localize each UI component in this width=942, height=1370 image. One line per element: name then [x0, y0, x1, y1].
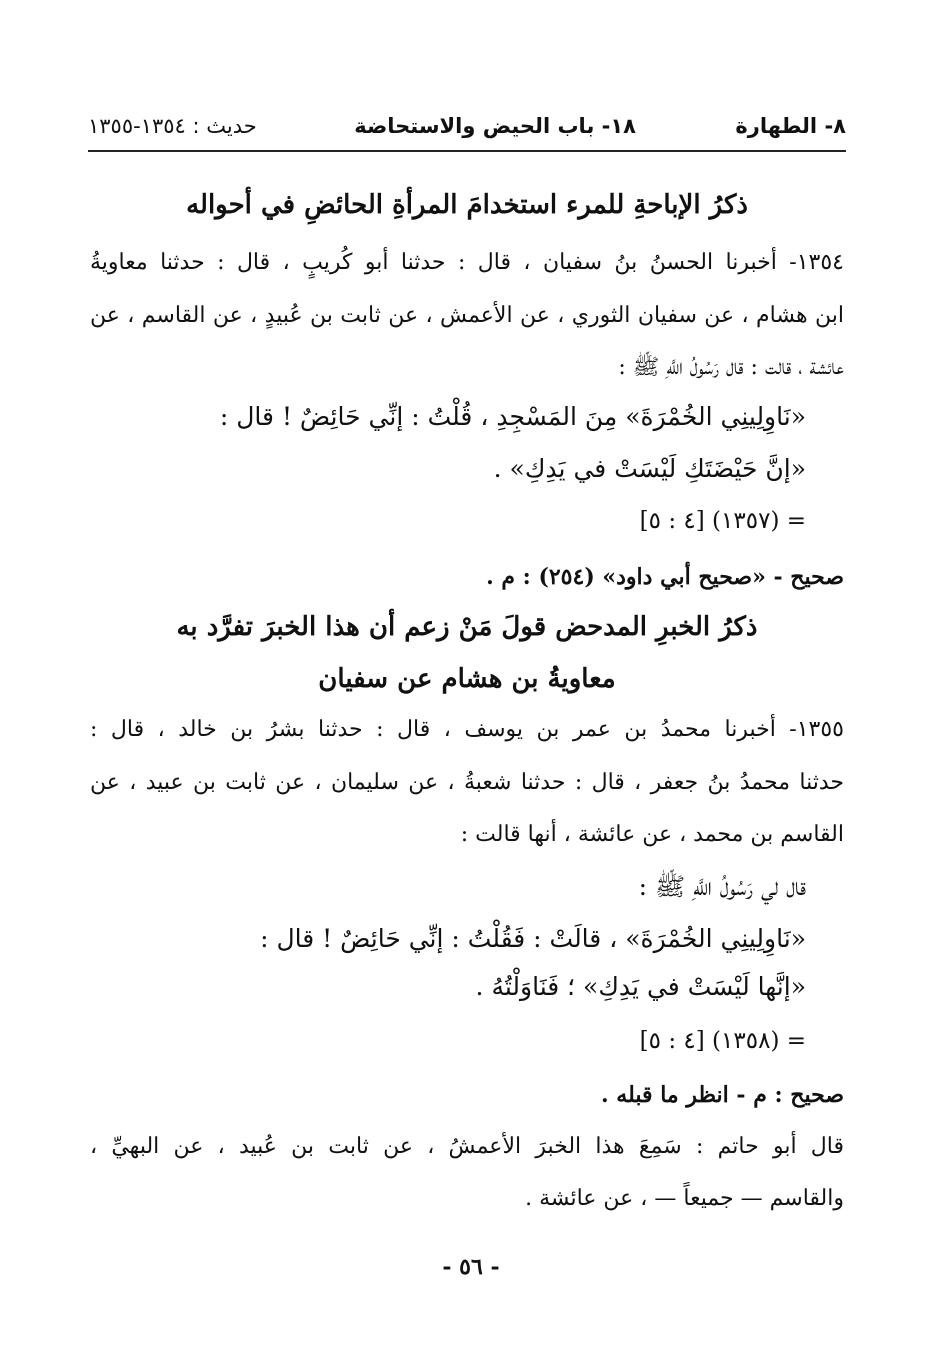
hadith-1355-cross-ref: = (١٣٥٨) [٤ : ٥] [639, 1028, 806, 1054]
hadith-1355-quote-2: «نَاوِلِينِي الخُمْرَةَ» ، قالَتْ : فَقُلْتُ : إنِّي حَائِضٌ ! قال : [260, 924, 806, 953]
hadith-1355-line-3: القاسم بن محمد ، عن عائشة ، أنها قالت : [460, 822, 844, 847]
hadith-1355-grading: صحيح : م - انظر ما قبله . [600, 1082, 844, 1108]
abu-hatim-comment-line-2: والقاسم — جميعاً — ، عن عائشة . [525, 1186, 844, 1211]
abu-hatim-comment-line-1: قال أبو حاتم : سَمِعَ هذا الخبرَ الأعمشُ ، عن ثابت بن عُبيد ، عن البهيِّ ، [90, 1134, 844, 1159]
hadith-1355-quote-3: «إنَّها لَيْسَتْ في يَدِكِ» ؛ فَنَاوَلْتُهُ . [475, 972, 806, 1001]
chapter-title: ١٨- باب الحيض والاستحاضة [354, 114, 636, 138]
hadith-1354-line-2: ابن هشام ، عن سفيان الثوري ، عن الأعمش ، عن ثابت بن عُبيدٍ ، عن القاسم ، عن [90, 303, 844, 328]
hadith-1355-quote-1: قال لي رَسُولُ اللَّهِ ﷺ : [638, 872, 806, 901]
hadith-1355-line-2: حدثنا محمدُ بنُ جعفر ، قال : حدثنا شعبةُ ، عن سليمان ، عن ثابت بن عبيد ، عن [90, 770, 844, 795]
page-number: - ٥٦ - [442, 1254, 500, 1280]
section2-heading-line-2: معاويةُ بن هشام عن سفيان [318, 664, 616, 694]
section1-heading: ذكرُ الإباحةِ للمرء استخدامَ المرأةِ الحائضِ في أحواله [186, 190, 748, 220]
hadith-1355-line-1: ١٣٥٥- أخبرنا محمدُ بن عمر بن يوسف ، قال : حدثنا بشرُ بن خالد ، قال : [90, 717, 844, 742]
hadith-1354-cross-ref: = (١٣٥٧) [٤ : ٥] [639, 508, 806, 534]
book-title: ٨- الطهارة [735, 114, 846, 138]
hadith-1354-grading: صحيح - «صحيح أبي داود» (٢٥٤) : م . [486, 564, 844, 590]
hadith-1354-line-3: عائشة ، قالت : قال رَسُولُ اللَّهِ ﷺ : [618, 355, 844, 380]
hadith-1354-quote-1: «نَاوِلِينِي الخُمْرَةَ» مِنَ المَسْجِدِ ، قُلْتُ : إنِّي حَائِضٌ ! قال : [219, 402, 806, 431]
hadith-1354-quote-2: «إنَّ حَيْضَتَكِ لَيْسَتْ في يَدِكِ» . [493, 454, 806, 483]
page-header [88, 108, 846, 148]
section2-heading-line-1: ذكرُ الخبرِ المدحض قولَ مَنْ زعم أن هذا الخبرَ تفرَّد به [176, 612, 758, 642]
header-rule [88, 150, 846, 152]
hadith-range: حديث : ١٣٥٤-١٣٥٥ [88, 114, 257, 138]
hadith-1354-line-1: ١٣٥٤- أخبرنا الحسنُ بنُ سفيان ، قال : حدثنا أبو كُريبٍ ، قال : حدثنا معاويةُ [90, 250, 844, 275]
